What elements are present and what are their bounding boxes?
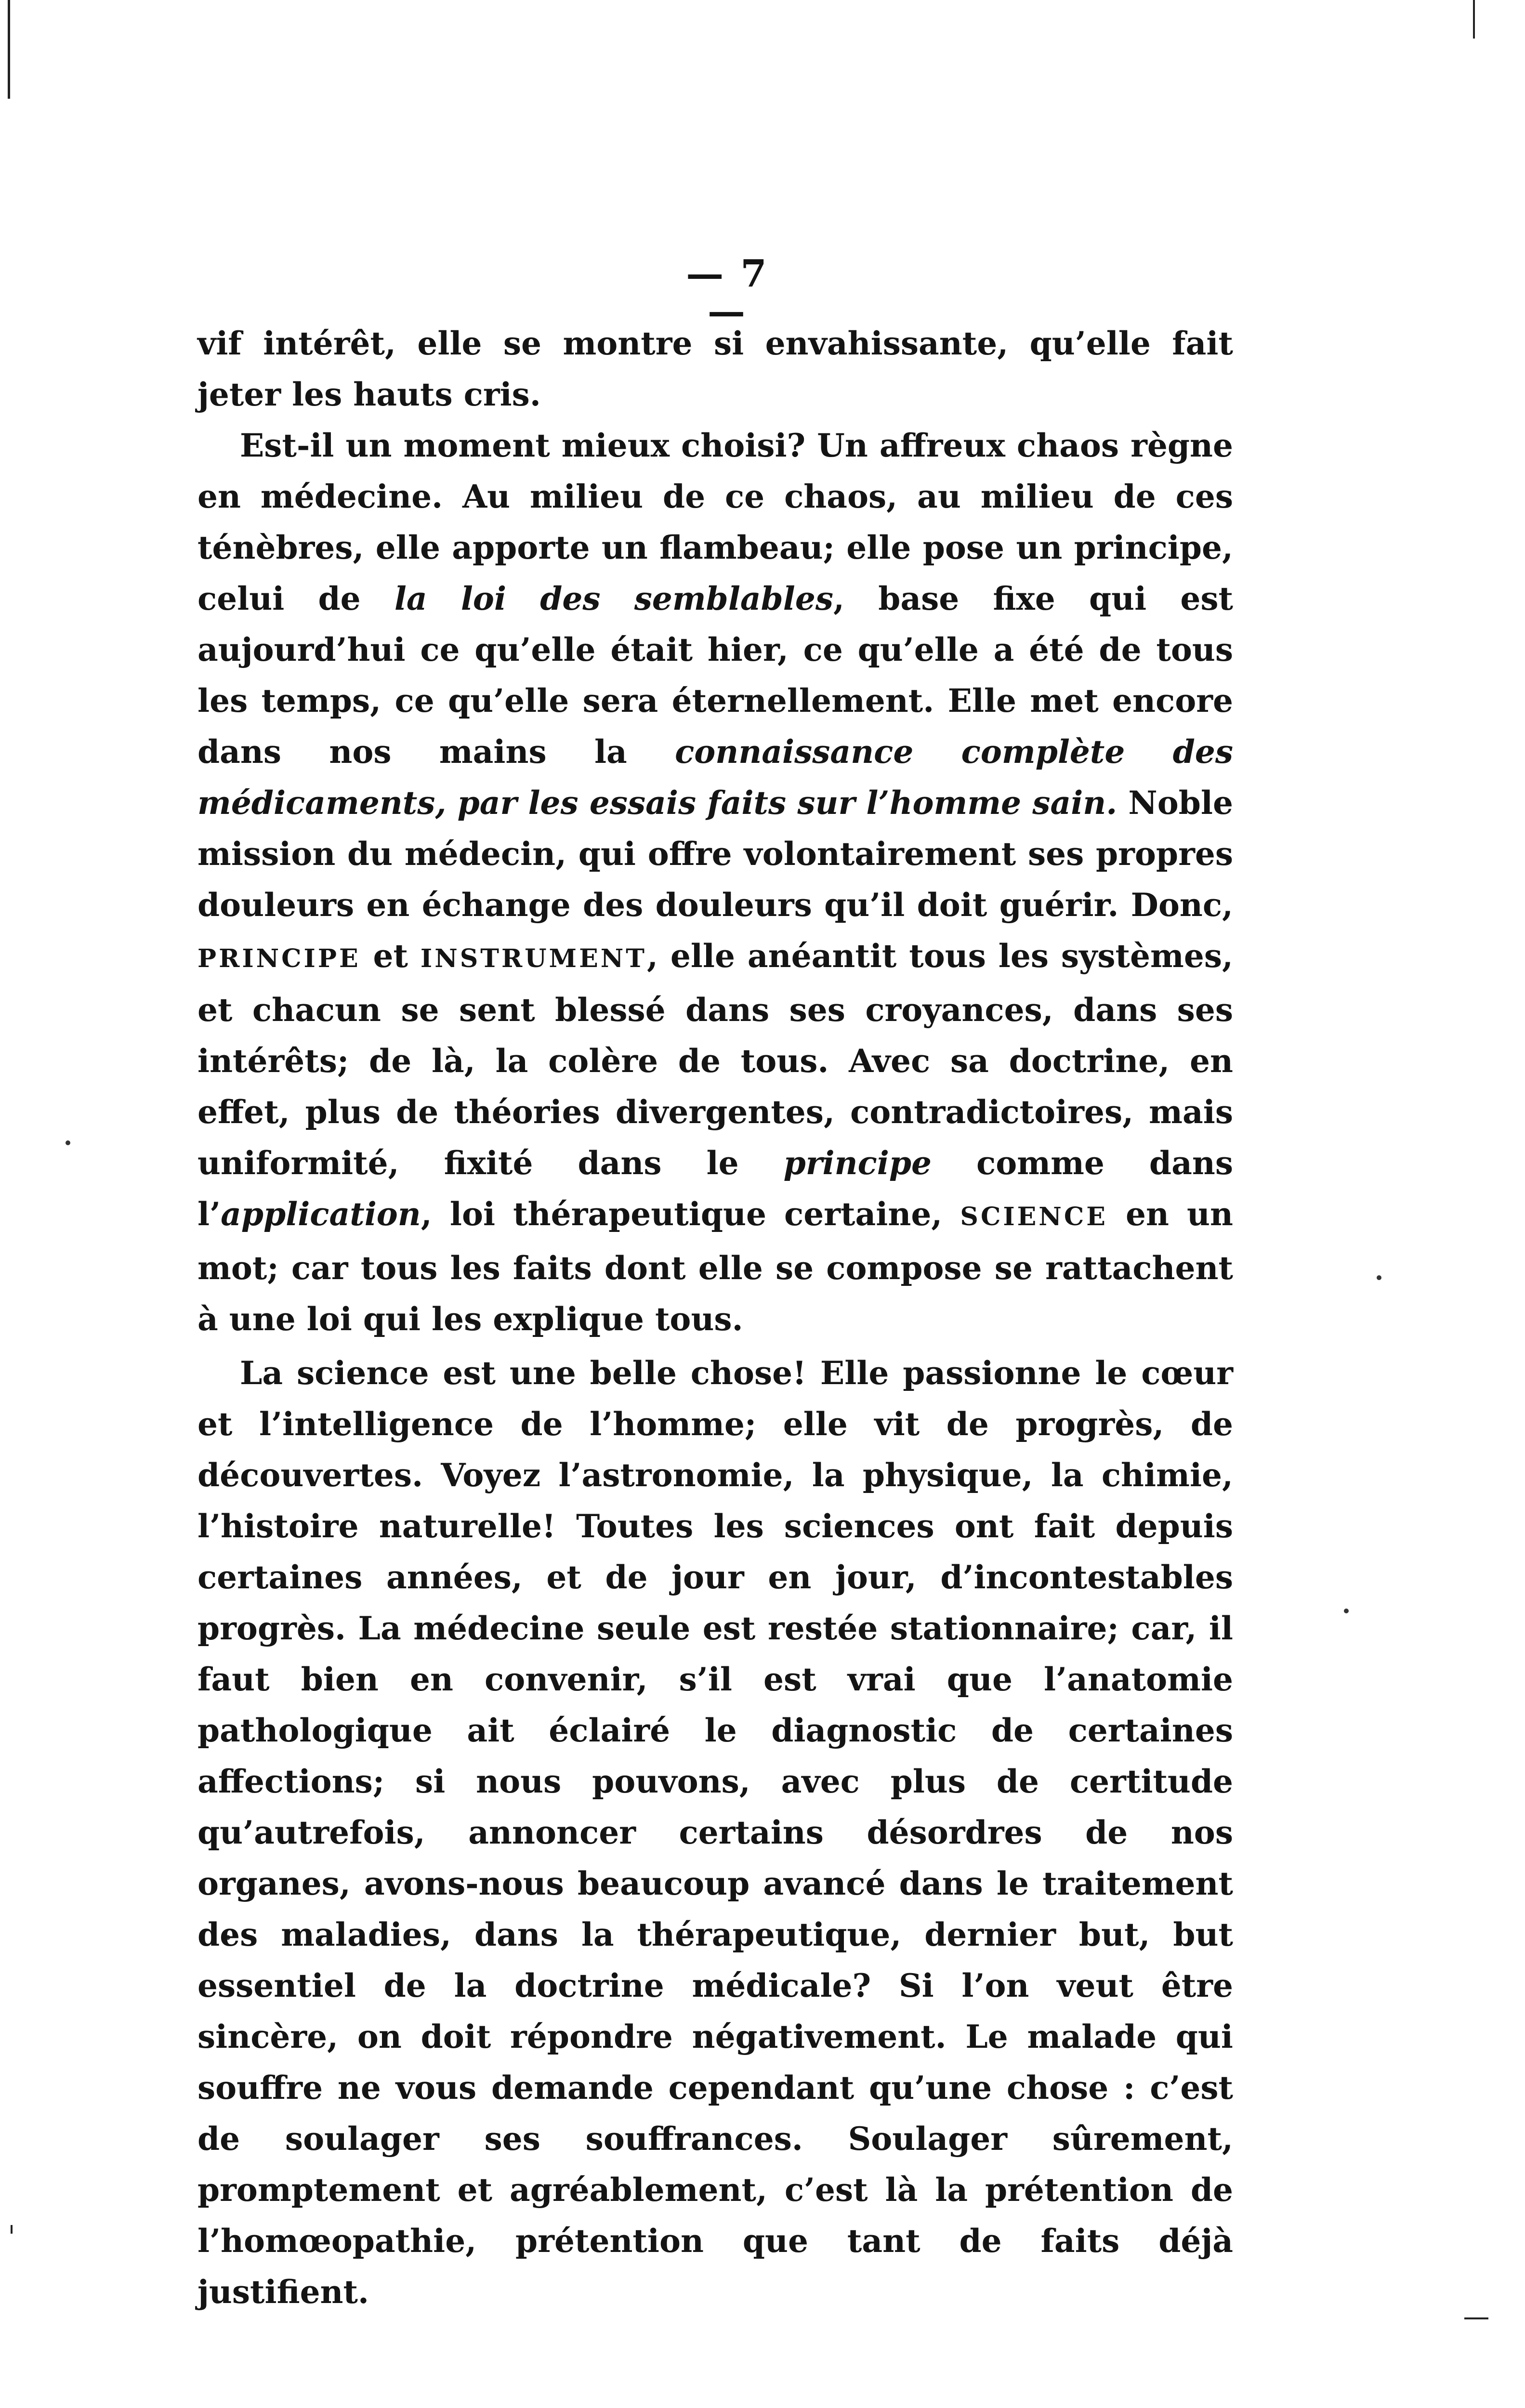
text-run: , base fixe qui est aujourd’hui ce qu’elle était hier, ce qu’elle a été de tous les temps, ce qu’elle sera éternellement. Elle met encore dans nos mains la xyxy=(197,580,1233,771)
text-run: Noble mission du médecin, qui offre volontairement ses propres douleurs en échange des douleurs qu’il doit guérir. Donc, xyxy=(197,784,1233,924)
italic-text: application xyxy=(221,1195,421,1233)
scan-edge-mark xyxy=(1473,0,1475,39)
italic-text: la loi des semblables xyxy=(394,580,834,617)
italic-text: principe xyxy=(783,1144,932,1182)
text-run: La science est une belle chose! Elle passionne le cœur et l’intelligence de l’homme; elle vit de progrès, de découvertes. Voyez l’astronomie, la physique, la chimie, l’histoire naturelle! Toutes les sciences ont fait depuis certaines années, et de jour en jour, d’incontestables progrès. La médecine seule est restée stationnaire; car, il faut bien en convenir, s’il est vrai que l’anatomie pathologique ait éclairé le diagnostic de certaines affections; si nous pouvons, avec plus de certitude qu’autrefois, annoncer certains désordres de nos organes, avons-nous beaucoup avancé dans le traitement des maladies, dans la thérapeutique, dernier but, but essentiel de la doctrine médicale? Si l’on veut être sincère, on doit répondre négativement. Le malade qui souffre ne vous demande cependant qu’une chose : c’est de soulager ses souffrances. Soulager sûrement, promptement et agréablement, c’est là la prétention de l’homœopathie, prétention que tant de faits déjà justifient. xyxy=(197,1354,1233,2311)
scan-speck xyxy=(66,1140,70,1145)
scan-speck xyxy=(1377,1275,1381,1280)
paragraph xyxy=(197,318,1233,420)
paragraph xyxy=(197,1348,1233,2317)
scan-edge-mark xyxy=(8,0,10,99)
text-run: Est-il un moment mieux choisi? Un affreux chaos règne en médecine. Au milieu de ce chaos, au milieu de ces ténèbres, elle apporte un flambeau; elle pose un principe, celui de xyxy=(197,427,1233,617)
scan-edge-mark xyxy=(11,2225,13,2234)
text-run: , elle anéantit tous les systèmes, et chacun se sent blessé dans ses croyances, dans ses intérêts; de là, la colère de tous. Avec sa doctrine, en effet, plus de théories divergentes, contradictoires, mais uniformité, fixité dans le xyxy=(197,937,1233,1182)
text-run: comme dans l’ xyxy=(197,1144,1233,1233)
paragraph xyxy=(197,420,1233,1345)
text-run: vif intérêt, elle se montre si envahissante, qu’elle fait jeter les hauts cris. xyxy=(197,325,1233,413)
body-text xyxy=(197,318,1233,2317)
page-number: — 7 — xyxy=(686,252,769,333)
small-caps-text: INSTRUMENT xyxy=(420,944,647,973)
text-run: , loi thérapeutique certaine, xyxy=(421,1195,960,1233)
small-caps-text: SCIENCE xyxy=(960,1202,1108,1231)
scan-speck xyxy=(1344,1609,1349,1613)
text-run: en un mot; car tous les faits dont elle se compose se rattachent à une loi qui les explique tous. xyxy=(197,1195,1233,1338)
scan-edge-mark xyxy=(1464,2317,1488,2319)
italic-text: connaissance complète des médicaments, par les essais faits sur l’homme sain. xyxy=(197,733,1233,822)
small-caps-text: PRINCIPE xyxy=(197,944,361,973)
text-run: et xyxy=(360,937,421,975)
